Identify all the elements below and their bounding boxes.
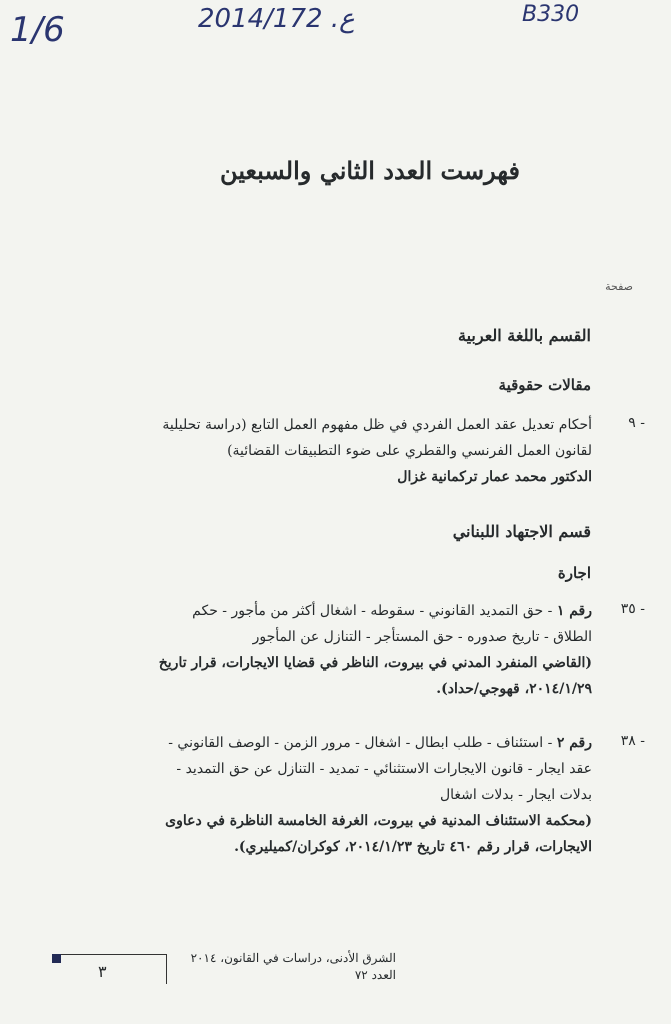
entry-text-line: لقانون العمل الفرنسي والقطري على ضوء التطبيقات القضائية) <box>227 443 592 459</box>
page-title: فهرست العدد الثاني والسبعين <box>220 156 520 185</box>
page-column-label: صفحة <box>605 280 633 293</box>
entry-court: (القاضي المنفرد المدني في بيروت، الناظر في قضايا الايجارات، قرار تاريخ <box>158 655 592 671</box>
case-keywords: - حق التمديد القانوني - سقوطه - اشغال أكثر من مأجور - حكم <box>192 603 557 619</box>
case-label: رقم ٢ <box>556 735 592 751</box>
entry-court: (محكمة الاستئناف المدنية في بيروت، الغرفة الخامسة الناظرة في دعاوى <box>165 813 592 829</box>
footer-issue: العدد ٧٢ <box>354 968 396 982</box>
entry-text-line: عقد ايجار - قانون الايجارات الاستثنائي - تمديد - التنازل عن حق التمديد - <box>176 761 592 777</box>
entry-text-line <box>100 730 592 756</box>
entry-page-number: ٣٨ - <box>620 733 645 749</box>
section-heading-arabic: القسم باللغة العربية <box>458 326 591 345</box>
entry-text-line <box>100 598 592 624</box>
entry-text-line: الطلاق - تاريخ صدوره - حق المستأجر - التنازل عن المأجور <box>252 629 592 645</box>
footer-journal <box>176 950 396 984</box>
entry-text-line: أحكام تعديل عقد العمل الفردي في ظل مفهوم العمل التابع (دراسة تحليلية <box>162 417 592 433</box>
case-label: رقم ١ <box>556 603 592 619</box>
entry-court: ٢٠١٤/١/٢٩، قهوجي/حداد). <box>436 681 592 697</box>
case-keywords: - استئناف - طلب ابطال - اشغال - مرور الزمن - الوصف القانوني - <box>168 735 557 751</box>
footer-square-mark <box>52 954 61 963</box>
section-heading-lebanese: قسم الاجتهاد اللبناني <box>452 522 591 541</box>
toc-entry-case <box>100 598 592 702</box>
footer-page-number: ٣ <box>98 962 107 981</box>
subsection-heading-rent: اجارة <box>557 564 591 582</box>
entry-court: الايجارات، قرار رقم ٤٦٠ تاريخ ٢٠١٤/١/٢٣، كوكران/كميليري). <box>234 839 592 855</box>
entry-page-number: ٩ - <box>628 415 645 431</box>
subsection-heading-articles: مقالات حقوقية <box>498 376 591 394</box>
handwritten-reference: 2014/172 .ع <box>198 4 355 34</box>
footer-rule <box>52 954 166 955</box>
footer-divider <box>166 954 167 984</box>
entry-text-line: بدلات ايجار - بدلات اشغال <box>439 787 592 803</box>
footer-journal-title: الشرق الأدنى، دراسات في القانون، ٢٠١٤ <box>190 951 396 965</box>
handwritten-page-mark: 1/6 <box>10 10 65 50</box>
entry-author: الدكتور محمد عمار تركمانية غزال <box>397 469 592 485</box>
toc-entry-case <box>100 730 592 860</box>
handwritten-code: B330 <box>522 2 580 27</box>
toc-entry-article <box>100 412 592 490</box>
entry-page-number: ٣٥ - <box>620 601 645 617</box>
